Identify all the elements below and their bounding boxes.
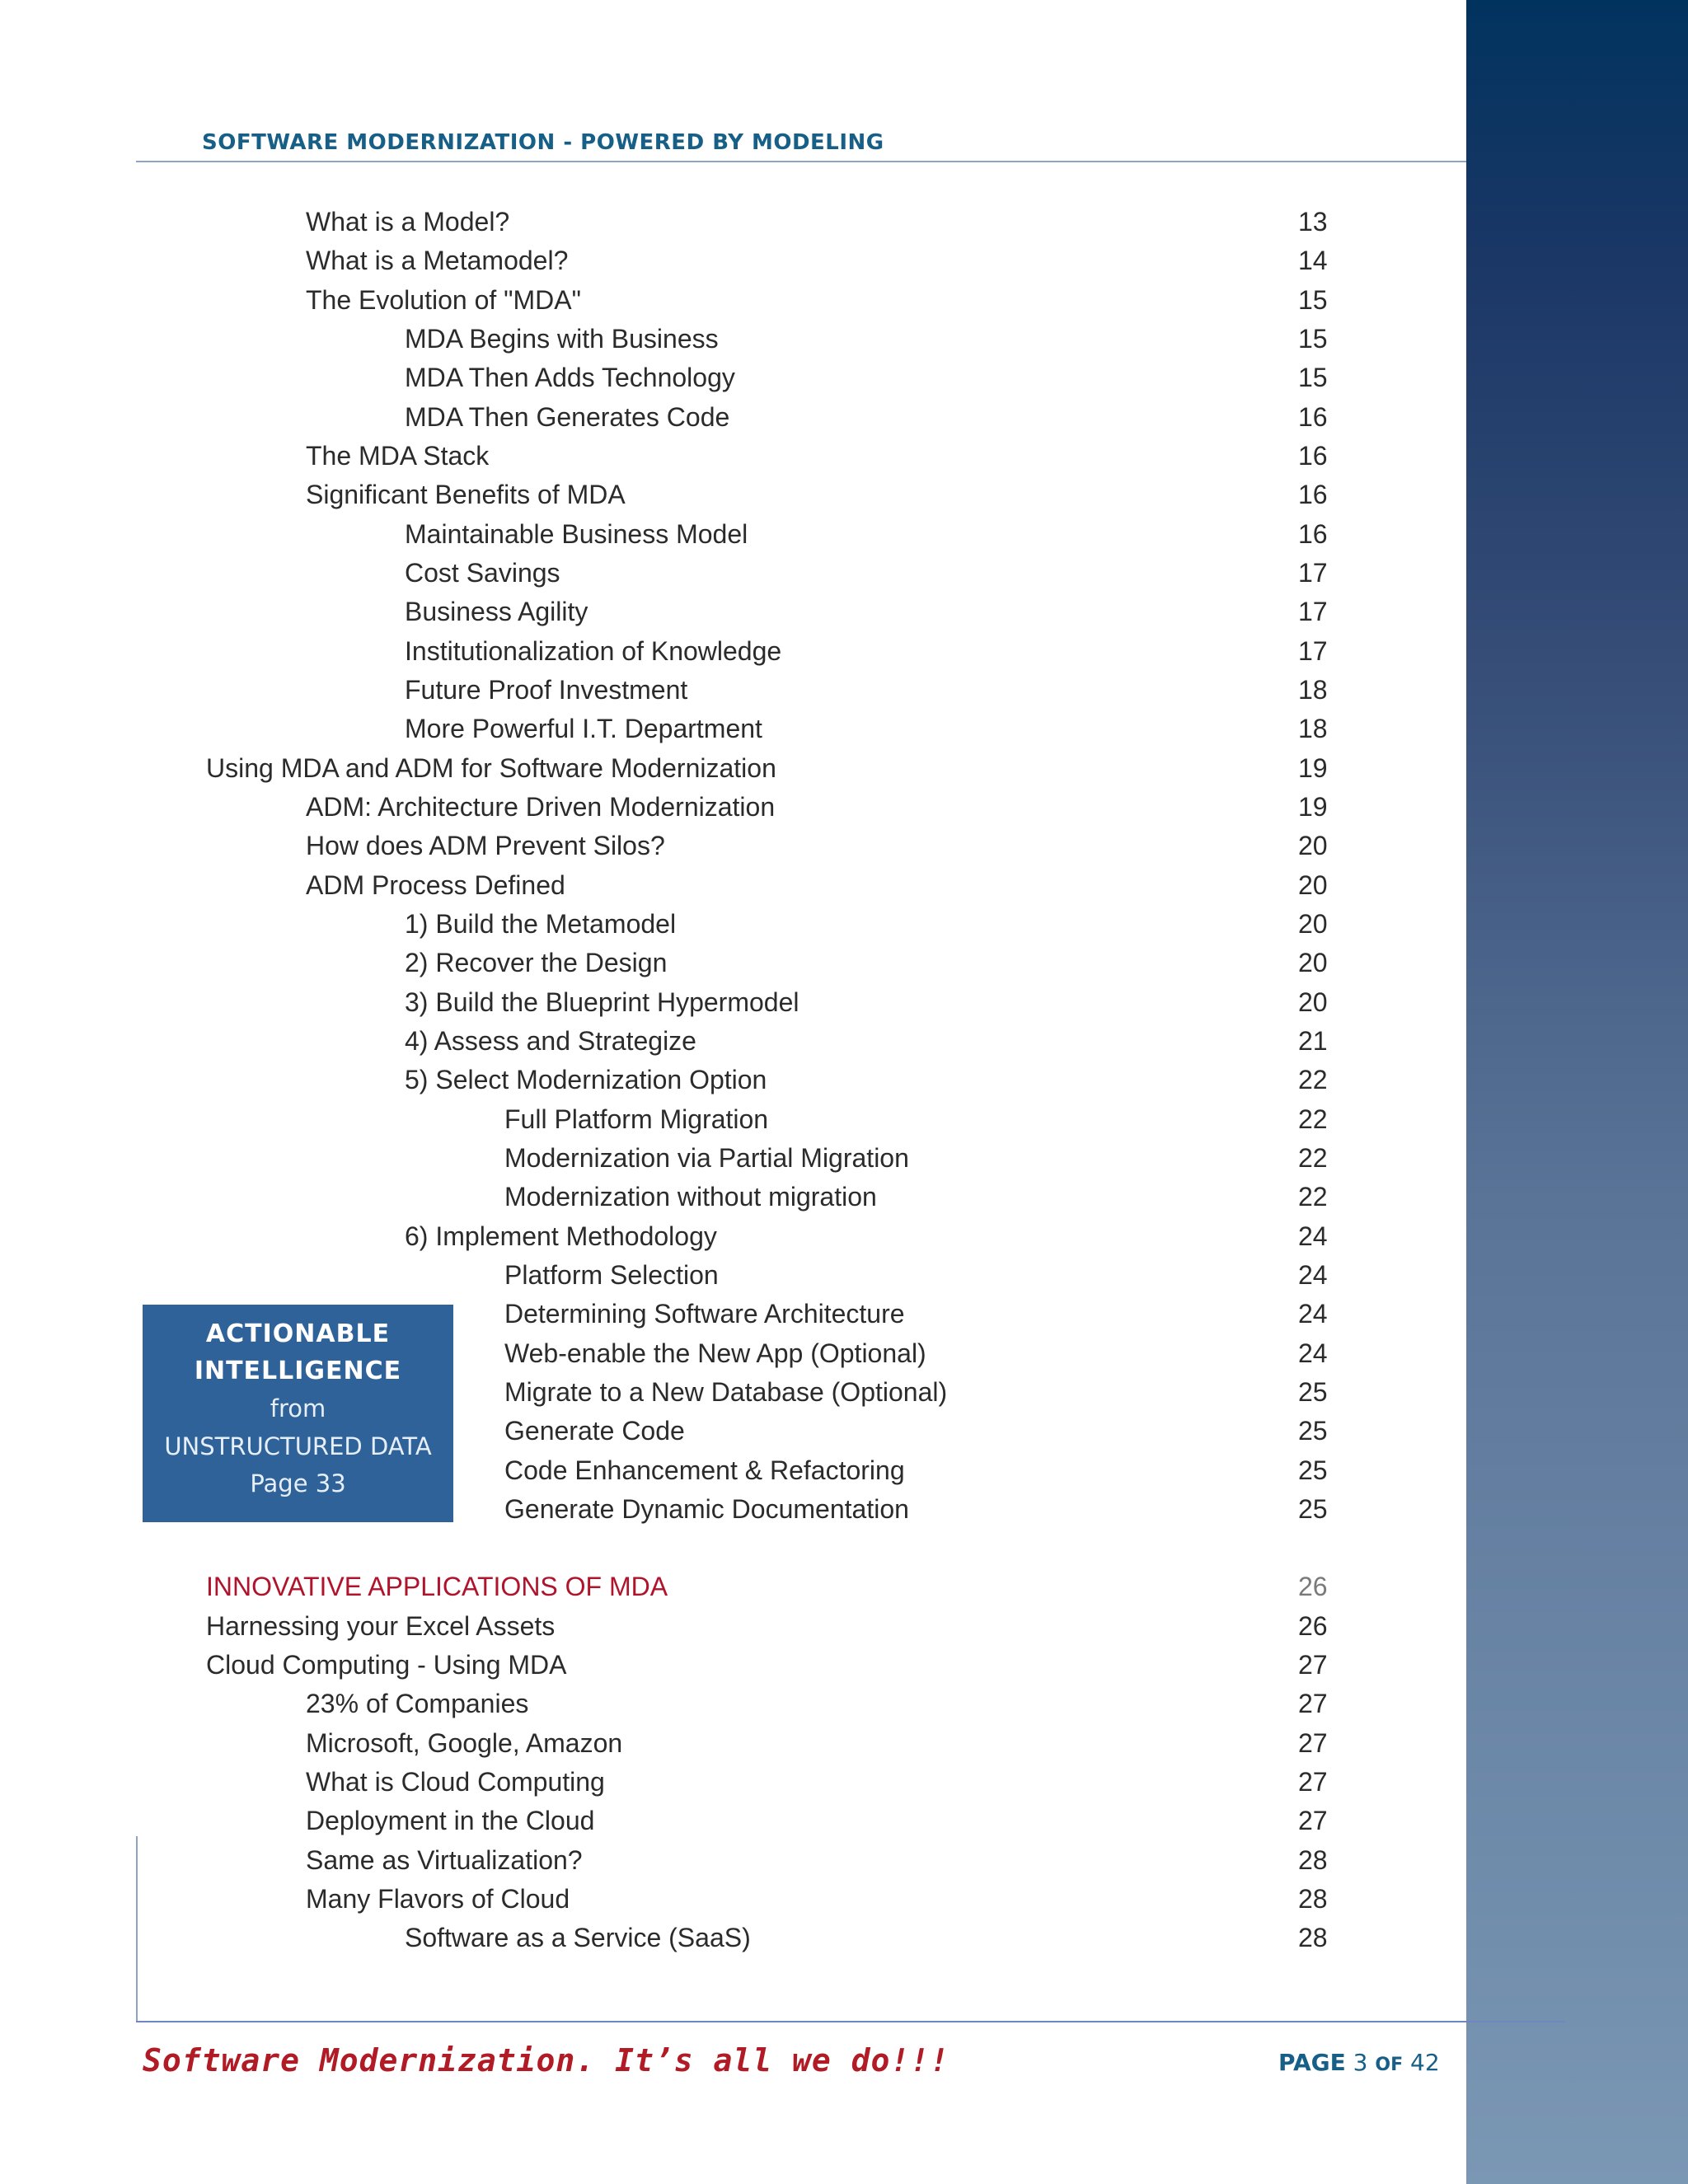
toc-entry-page: 18 bbox=[1298, 675, 1328, 705]
toc-entry-title: The MDA Stack bbox=[306, 441, 490, 471]
toc-entry[interactable] bbox=[0, 320, 1352, 359]
toc-entry-title: ADM Process Defined bbox=[306, 870, 565, 900]
toc-entry-page: 19 bbox=[1298, 753, 1328, 783]
toc-entry-title: Future Proof Investment bbox=[405, 675, 688, 705]
toc-entry-title: Using MDA and ADM for Software Modernization bbox=[206, 753, 776, 783]
margin-rule bbox=[136, 1836, 138, 2022]
toc-entry-page: 22 bbox=[1298, 1065, 1328, 1094]
toc-entry-title: What is Cloud Computing bbox=[306, 1767, 605, 1797]
toc-entry-title: How does ADM Prevent Silos? bbox=[306, 831, 665, 860]
toc-entry-title: Migrate to a New Database (Optional) bbox=[504, 1377, 948, 1407]
toc-entry[interactable] bbox=[0, 1217, 1352, 1256]
header-divider bbox=[136, 161, 1466, 162]
decorative-sidebar bbox=[1466, 0, 1688, 2184]
toc-entry[interactable] bbox=[0, 476, 1352, 514]
toc-entry-page: 21 bbox=[1298, 1026, 1328, 1056]
toc-entry[interactable] bbox=[0, 554, 1352, 593]
toc-entry-page: 17 bbox=[1298, 558, 1328, 588]
page-label: PAGE bbox=[1278, 2049, 1346, 2076]
toc-entry[interactable] bbox=[0, 1724, 1352, 1763]
toc-entry[interactable] bbox=[0, 1022, 1352, 1061]
callout-box[interactable] bbox=[143, 1305, 453, 1522]
toc-entry-title: Harnessing your Excel Assets bbox=[206, 1611, 556, 1641]
callout-line-4: UNSTRUCTURED DATA bbox=[164, 1432, 432, 1460]
callout-line-2: INTELLIGENCE bbox=[194, 1357, 402, 1385]
toc-entry-page: 27 bbox=[1298, 1806, 1328, 1835]
toc-entry-title: Generate Dynamic Documentation bbox=[504, 1494, 909, 1524]
toc-entry-page: 15 bbox=[1298, 363, 1328, 392]
toc-entry[interactable] bbox=[0, 866, 1352, 905]
toc-entry-page: 20 bbox=[1298, 909, 1328, 939]
toc-entry-title: What is a Metamodel? bbox=[306, 246, 569, 275]
toc-entry-page: 20 bbox=[1298, 831, 1328, 860]
toc-entry-title: 6) Implement Methodology bbox=[405, 1221, 717, 1251]
toc-entry-title: Business Agility bbox=[405, 597, 588, 626]
toc-entry-page: 24 bbox=[1298, 1299, 1328, 1329]
toc-entry[interactable] bbox=[0, 1607, 1352, 1646]
toc-entry-title: MDA Then Generates Code bbox=[405, 402, 730, 432]
toc-entry-page: 16 bbox=[1298, 441, 1328, 471]
toc-entry-page: 25 bbox=[1298, 1455, 1328, 1485]
toc-entry-title: Many Flavors of Cloud bbox=[306, 1884, 570, 1914]
toc-entry-page: 24 bbox=[1298, 1338, 1328, 1368]
toc-entry-title: Microsoft, Google, Amazon bbox=[306, 1728, 623, 1758]
toc-entry[interactable] bbox=[0, 359, 1352, 397]
toc-entry[interactable] bbox=[0, 1802, 1352, 1840]
toc-section-heading[interactable] bbox=[0, 1568, 1352, 1606]
toc-entry[interactable] bbox=[0, 515, 1352, 554]
toc-entry-page: 13 bbox=[1298, 207, 1328, 237]
toc-entry[interactable] bbox=[0, 241, 1352, 280]
toc-entry-page: 26 bbox=[1298, 1572, 1328, 1601]
toc-entry-page: 26 bbox=[1298, 1611, 1328, 1641]
page-header-title: SOFTWARE MODERNIZATION - POWERED BY MODELING bbox=[202, 130, 884, 155]
toc-entry-title: Generate Code bbox=[504, 1416, 685, 1446]
toc-entry-page: 19 bbox=[1298, 792, 1328, 822]
toc-entry-title: 3) Build the Blueprint Hypermodel bbox=[405, 987, 799, 1017]
toc-entry[interactable] bbox=[0, 1685, 1352, 1723]
toc-entry-page: 17 bbox=[1298, 636, 1328, 666]
toc-entry-title: Deployment in the Cloud bbox=[306, 1806, 595, 1835]
toc-entry-title: MDA Begins with Business bbox=[405, 324, 719, 354]
toc-entry-title: ADM: Architecture Driven Modernization bbox=[306, 792, 776, 822]
toc-entry-page: 22 bbox=[1298, 1182, 1328, 1212]
toc-entry-page: 24 bbox=[1298, 1221, 1328, 1251]
toc-entry-page: 16 bbox=[1298, 519, 1328, 549]
toc-entry[interactable] bbox=[0, 905, 1352, 944]
toc-entry-page: 20 bbox=[1298, 948, 1328, 977]
toc-entry-page: 25 bbox=[1298, 1377, 1328, 1407]
toc-entry-page: 22 bbox=[1298, 1143, 1328, 1173]
toc-entry-title: 4) Assess and Strategize bbox=[405, 1026, 696, 1056]
page-total: 42 bbox=[1410, 2049, 1440, 2076]
toc-entry-page: 27 bbox=[1298, 1689, 1328, 1718]
footer-divider bbox=[136, 2021, 1565, 2022]
toc-entry-title: 2) Recover the Design bbox=[405, 948, 668, 977]
toc-entry[interactable] bbox=[0, 632, 1352, 671]
toc-entry[interactable] bbox=[0, 710, 1352, 748]
toc-entry-page: 28 bbox=[1298, 1923, 1328, 1952]
toc-entry-page: 25 bbox=[1298, 1416, 1328, 1446]
toc-entry-title: Institutionalization of Knowledge bbox=[405, 636, 782, 666]
toc-entry[interactable] bbox=[0, 1880, 1352, 1919]
callout-line-3: from bbox=[270, 1394, 326, 1422]
toc-entry-page: 27 bbox=[1298, 1728, 1328, 1758]
toc-entry[interactable] bbox=[0, 983, 1352, 1022]
toc-entry-title: Software as a Service (SaaS) bbox=[405, 1923, 751, 1952]
toc-entry[interactable] bbox=[0, 1646, 1352, 1685]
toc-entry[interactable] bbox=[0, 203, 1352, 241]
toc-entry-title: INNOVATIVE APPLICATIONS OF MDA bbox=[206, 1572, 668, 1601]
toc-entry-page: 20 bbox=[1298, 870, 1328, 900]
toc-entry-title: 5) Select Modernization Option bbox=[405, 1065, 767, 1094]
toc-entry-page: 16 bbox=[1298, 480, 1328, 509]
toc-entry[interactable] bbox=[0, 944, 1352, 982]
toc-entry-page: 28 bbox=[1298, 1845, 1328, 1875]
toc-entry-title: Significant Benefits of MDA bbox=[306, 480, 626, 509]
toc-entry[interactable] bbox=[0, 671, 1352, 710]
toc-entry[interactable] bbox=[0, 1919, 1352, 1957]
toc-entry-title: Platform Selection bbox=[504, 1260, 719, 1290]
toc-entry-title: Modernization without migration bbox=[504, 1182, 877, 1212]
toc-entry[interactable] bbox=[0, 1139, 1352, 1178]
page-number bbox=[1278, 2049, 1440, 2076]
toc-entry-title: Web-enable the New App (Optional) bbox=[504, 1338, 926, 1368]
toc-entry[interactable] bbox=[0, 281, 1352, 320]
toc-entry[interactable] bbox=[0, 1763, 1352, 1802]
toc-entry[interactable] bbox=[0, 398, 1352, 437]
toc-entry-page: 24 bbox=[1298, 1260, 1328, 1290]
toc-entry-page: 18 bbox=[1298, 714, 1328, 743]
toc-entry-title: MDA Then Adds Technology bbox=[405, 363, 735, 392]
toc-entry-title: Modernization via Partial Migration bbox=[504, 1143, 909, 1173]
toc-entry-title: 23% of Companies bbox=[306, 1689, 529, 1718]
toc-entry-page: 15 bbox=[1298, 324, 1328, 354]
toc-entry-page: 27 bbox=[1298, 1650, 1328, 1680]
toc-entry[interactable] bbox=[0, 788, 1352, 827]
toc-entry[interactable] bbox=[0, 1100, 1352, 1139]
toc-entry[interactable] bbox=[0, 827, 1352, 865]
toc-entry-title: Same as Virtualization? bbox=[306, 1845, 583, 1875]
toc-entry-page: 16 bbox=[1298, 402, 1328, 432]
toc-entry-title: Code Enhancement & Refactoring bbox=[504, 1455, 905, 1485]
toc-entry-page: 15 bbox=[1298, 285, 1328, 315]
toc-entry[interactable] bbox=[0, 1178, 1352, 1216]
toc-entry-page: 14 bbox=[1298, 246, 1328, 275]
toc-entry-title: What is a Model? bbox=[306, 207, 510, 237]
toc-entry-title: Maintainable Business Model bbox=[405, 519, 748, 549]
toc-entry[interactable] bbox=[0, 1256, 1352, 1295]
toc-entry-title: Cost Savings bbox=[405, 558, 560, 588]
toc-entry-title: The Evolution of "MDA" bbox=[306, 285, 581, 315]
toc-entry-page: 17 bbox=[1298, 597, 1328, 626]
toc-entry[interactable] bbox=[0, 1841, 1352, 1880]
toc-entry-title: Full Platform Migration bbox=[504, 1104, 769, 1134]
toc-entry-title: Cloud Computing - Using MDA bbox=[206, 1650, 567, 1680]
toc-entry-page: 25 bbox=[1298, 1494, 1328, 1524]
callout-line-1: ACTIONABLE bbox=[205, 1319, 391, 1348]
page-current: 3 bbox=[1353, 2049, 1368, 2076]
callout-page-ref: Page 33 bbox=[250, 1469, 346, 1497]
toc-entry-page: 27 bbox=[1298, 1767, 1328, 1797]
footer-slogan: Software Modernization. It’s all we do!!! bbox=[143, 2042, 950, 2079]
toc-entry[interactable] bbox=[0, 593, 1352, 631]
toc-entry-title: Determining Software Architecture bbox=[504, 1299, 905, 1329]
toc-entry-page: 28 bbox=[1298, 1884, 1328, 1914]
toc-entry-title: 1) Build the Metamodel bbox=[405, 909, 677, 939]
page-of-label: OF bbox=[1375, 2055, 1404, 2075]
toc-entry[interactable] bbox=[0, 1061, 1352, 1099]
toc-entry-page: 20 bbox=[1298, 987, 1328, 1017]
toc-entry-title: More Powerful I.T. Department bbox=[405, 714, 762, 743]
toc-entry-page: 22 bbox=[1298, 1104, 1328, 1134]
toc-entry[interactable] bbox=[0, 749, 1352, 788]
toc-entry[interactable] bbox=[0, 437, 1352, 476]
